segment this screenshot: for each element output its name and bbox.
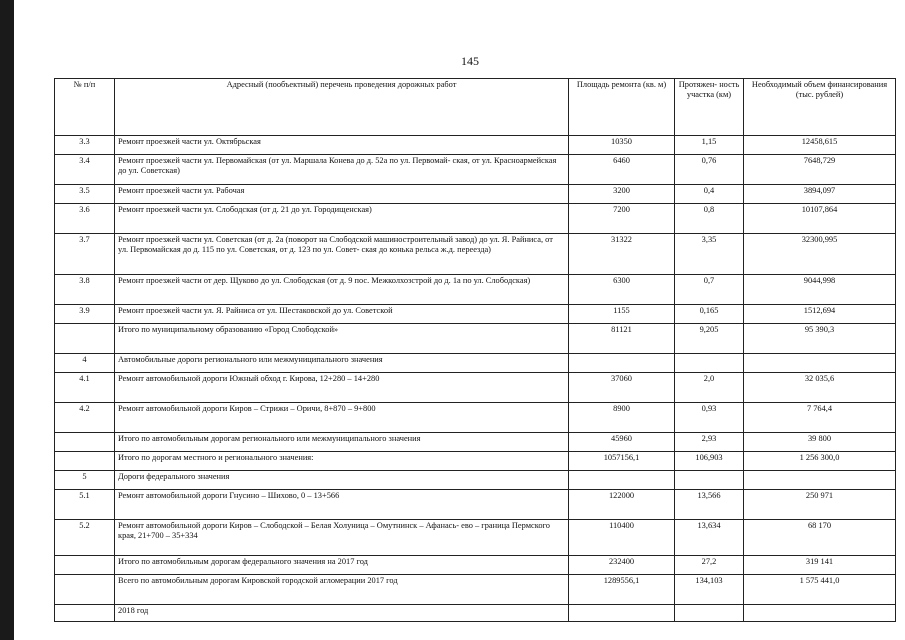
row-description: Итого по автомобильным дорогам регионального или межмуниципального значения — [115, 433, 569, 452]
table-row — [55, 520, 896, 556]
row-area: 6460 — [569, 155, 675, 185]
row-funding: 32 035,6 — [744, 373, 896, 403]
row-area: 3200 — [569, 185, 675, 204]
binding-edge — [0, 0, 14, 640]
row-funding: 10107,864 — [744, 204, 896, 234]
row-length: 27,2 — [675, 556, 744, 575]
row-length: 13,634 — [675, 520, 744, 556]
row-description: Итого по автомобильным дорогам федерального значения на 2017 год — [115, 556, 569, 575]
row-area — [569, 471, 675, 490]
row-funding: 1512,694 — [744, 305, 896, 324]
row-description: Ремонт проезжей части ул. Слободская (от д. 21 до ул. Городищенская) — [115, 204, 569, 234]
row-description: Ремонт проезжей части от дер. Щуково до ул. Слободская (от д. 9 пос. Межколхозстрой до д. 1а по ул. Слободская) — [115, 275, 569, 305]
row-length: 134,103 — [675, 575, 744, 605]
row-funding: 68 170 — [744, 520, 896, 556]
row-funding: 3894,097 — [744, 185, 896, 204]
row-length — [675, 354, 744, 373]
row-length: 0,76 — [675, 155, 744, 185]
row-num — [55, 605, 115, 622]
row-area: 1289556,1 — [569, 575, 675, 605]
row-num: 5.2 — [55, 520, 115, 556]
row-funding: 9044,998 — [744, 275, 896, 305]
table-row-subtotal — [55, 433, 896, 452]
row-description: Ремонт проезжей части ул. Октябрьская — [115, 136, 569, 155]
row-num — [55, 433, 115, 452]
row-area — [569, 354, 675, 373]
row-funding: 1 575 441,0 — [744, 575, 896, 605]
row-funding: 7 764,4 — [744, 403, 896, 433]
row-num: 4 — [55, 354, 115, 373]
row-area: 1057156,1 — [569, 452, 675, 471]
row-length: 2,93 — [675, 433, 744, 452]
row-length: 106,903 — [675, 452, 744, 471]
table-row-section — [55, 605, 896, 622]
row-num: 4.1 — [55, 373, 115, 403]
header-area: Площадь ремонта (кв. м) — [569, 79, 675, 136]
row-description: Ремонт проезжей части ул. Рабочая — [115, 185, 569, 204]
row-length: 0,93 — [675, 403, 744, 433]
row-length: 9,205 — [675, 324, 744, 354]
row-area: 6300 — [569, 275, 675, 305]
table-row — [55, 305, 896, 324]
table-row — [55, 490, 896, 520]
row-num — [55, 575, 115, 605]
header-funding: Необходимый объем финансирования (тыс. рублей) — [744, 79, 896, 136]
table-row-subtotal — [55, 556, 896, 575]
header-row — [55, 79, 896, 136]
row-funding — [744, 605, 896, 622]
row-funding — [744, 471, 896, 490]
table-row-subtotal — [55, 324, 896, 354]
row-funding: 32300,995 — [744, 234, 896, 275]
row-area: 1155 — [569, 305, 675, 324]
row-length: 3,35 — [675, 234, 744, 275]
table-row — [55, 155, 896, 185]
row-area — [569, 605, 675, 622]
header-length: Протяжен- ность участка (км) — [675, 79, 744, 136]
row-length: 0,165 — [675, 305, 744, 324]
row-description: Ремонт проезжей части ул. Советская (от д. 2а (поворот на Слободской машиностроительный завод) до ул. Я. Райниса, от ул. Первомайская до д. 115 по ул. Советская, от д. 123 по ул. Совет- ская до конька рельса ж.д. переезда) — [115, 234, 569, 275]
row-funding: 250 971 — [744, 490, 896, 520]
row-description: Ремонт автомобильной дороги Южный обход г. Кирова, 12+280 – 14+280 — [115, 373, 569, 403]
row-num: 5.1 — [55, 490, 115, 520]
row-num: 4.2 — [55, 403, 115, 433]
row-num: 3.9 — [55, 305, 115, 324]
table-row-total — [55, 575, 896, 605]
row-area: 7200 — [569, 204, 675, 234]
row-description: Ремонт проезжей части ул. Я. Райниса от ул. Шестаковской до ул. Советской — [115, 305, 569, 324]
table-row — [55, 185, 896, 204]
row-num: 5 — [55, 471, 115, 490]
table-row-subtotal — [55, 452, 896, 471]
row-num: 3.7 — [55, 234, 115, 275]
row-description: Всего по автомобильным дорогам Кировской городской агломерации 2017 год — [115, 575, 569, 605]
row-description: Дороги федерального значения — [115, 471, 569, 490]
table-row-section — [55, 471, 896, 490]
row-description: 2018 год — [115, 605, 569, 622]
row-length: 0,8 — [675, 204, 744, 234]
row-length: 13,566 — [675, 490, 744, 520]
row-funding — [744, 354, 896, 373]
row-funding: 95 390,3 — [744, 324, 896, 354]
row-area: 81121 — [569, 324, 675, 354]
row-description: Итого по дорогам местного и регионального значения: — [115, 452, 569, 471]
header-num: № п/п — [55, 79, 115, 136]
row-length: 0,4 — [675, 185, 744, 204]
row-funding: 39 800 — [744, 433, 896, 452]
table-row — [55, 403, 896, 433]
row-area: 8900 — [569, 403, 675, 433]
row-area: 122000 — [569, 490, 675, 520]
row-area: 110400 — [569, 520, 675, 556]
table-row — [55, 234, 896, 275]
table-row — [55, 136, 896, 155]
row-description: Ремонт автомобильной дороги Гнусино – Шихово, 0 – 13+566 — [115, 490, 569, 520]
page-number: 145 — [461, 54, 479, 68]
row-num — [55, 452, 115, 471]
road-works-table — [54, 78, 896, 622]
row-area: 10350 — [569, 136, 675, 155]
table-row — [55, 373, 896, 403]
row-length: 0,7 — [675, 275, 744, 305]
row-length — [675, 471, 744, 490]
row-num — [55, 556, 115, 575]
row-description: Автомобильные дороги регионального или межмуниципального значения — [115, 354, 569, 373]
row-num: 3.8 — [55, 275, 115, 305]
row-funding: 1 256 300,0 — [744, 452, 896, 471]
row-num: 3.6 — [55, 204, 115, 234]
row-area: 232400 — [569, 556, 675, 575]
table-row — [55, 275, 896, 305]
row-num: 3.4 — [55, 155, 115, 185]
row-length: 1,15 — [675, 136, 744, 155]
row-num: 3.5 — [55, 185, 115, 204]
row-description: Ремонт автомобильной дороги Киров – Слободской – Белая Холуница – Омутнинск – Афанась- ево – граница Пермского края, 21+700 – 35+334 — [115, 520, 569, 556]
table-row — [55, 204, 896, 234]
row-funding: 319 141 — [744, 556, 896, 575]
row-funding: 7648,729 — [744, 155, 896, 185]
row-num: 3.3 — [55, 136, 115, 155]
row-length — [675, 605, 744, 622]
row-description: Ремонт автомобильной дороги Киров – Стрижи – Оричи, 8+870 – 9+800 — [115, 403, 569, 433]
row-area: 37060 — [569, 373, 675, 403]
table-row-section — [55, 354, 896, 373]
row-funding: 12458,615 — [744, 136, 896, 155]
row-area: 31322 — [569, 234, 675, 275]
row-description: Ремонт проезжей части ул. Первомайская (от ул. Маршала Конева до д. 52а по ул. Первомай- ская, от ул. Красноармейская до ул. Советская) — [115, 155, 569, 185]
row-description: Итого по муниципальному образованию «Город Слободской» — [115, 324, 569, 354]
row-area: 45960 — [569, 433, 675, 452]
row-length: 2,0 — [675, 373, 744, 403]
row-num — [55, 324, 115, 354]
header-description: Адресный (пообъектный) перечень проведения дорожных работ — [115, 79, 569, 136]
